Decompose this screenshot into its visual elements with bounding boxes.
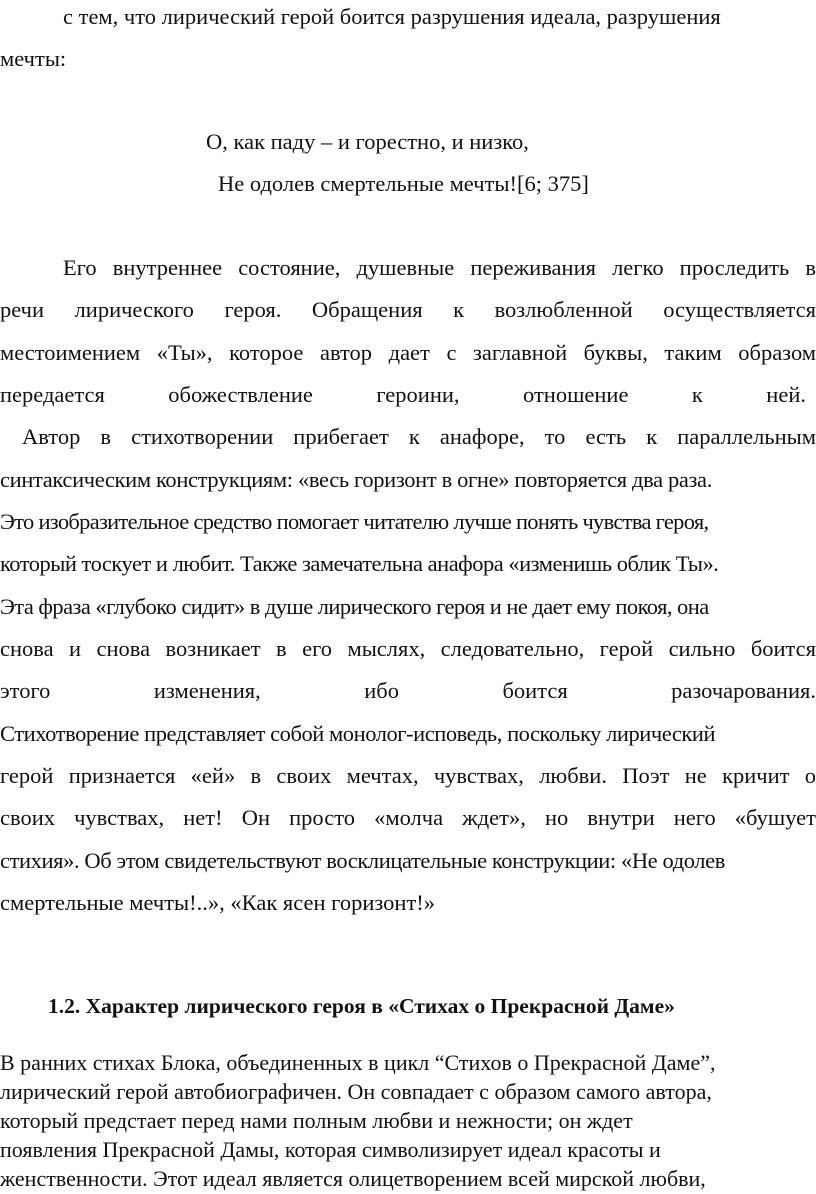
text-line: своих чувствах, нет! Он просто «молча ждет», но внутри него «бушует xyxy=(0,805,816,830)
section-heading: 1.2. Характер лирического героя в «Стихах о Прекрасной Даме» xyxy=(48,994,675,1018)
text-line: этого изменения, ибо боится разочарования. xyxy=(0,678,816,703)
text-line: стихия». Об этом свидетельствуют восклицательные конструкции: «Не одолев xyxy=(0,848,725,873)
text-line: синтаксическим конструкциям: «весь горизонт в огне» повторяется два раза. xyxy=(0,467,712,492)
text-line: Это изобразительное средство помогает читателю лучше понять чувства героя, xyxy=(0,509,709,534)
text-line: местоимением «Ты», которое автор дает с заглавной буквы, таким образом xyxy=(0,340,816,365)
text-line: мечты: xyxy=(0,46,67,71)
text-line: передается обожествление героини, отношение к ней. xyxy=(0,382,806,407)
text-line: речи лирического героя. Обращения к возлюбленной осуществляется xyxy=(0,297,816,322)
text-line: смертельные мечты!..», «Как ясен горизонт!» xyxy=(0,890,436,915)
text-line: который тоскует и любит. Также замечательна анафора «изменишь облик Ты». xyxy=(0,551,719,576)
text-line: который предстает перед нами полным любви и нежности; он ждет xyxy=(0,1108,633,1133)
poem-line: Не одолев смертельные мечты![6; 375] xyxy=(218,171,589,196)
text-line: лирический герой автобиографичен. Он совпадает с образом самого автора, xyxy=(0,1079,712,1104)
text-line: с тем, что лирический герой боится разрушения идеала, разрушения xyxy=(63,4,721,29)
text-line: женственности. Этот идеал является олицетворением всей мирской любви, xyxy=(0,1166,706,1191)
text-line: снова и снова возникает в его мыслях, следовательно, герой сильно боится xyxy=(0,636,816,661)
text-line: В ранних стихах Блока, объединенных в цикл “Стихов о Прекрасной Даме”, xyxy=(0,1050,716,1075)
poem-line: О, как паду – и горестно, и низко, xyxy=(206,129,529,154)
text-line: Стихотворение представляет собой монолог-исповедь, поскольку лирический xyxy=(0,721,716,746)
text-line: герой признается «ей» в своих мечтах, чувствах, любви. Поэт не кричит о xyxy=(0,763,816,788)
text-line: появления Прекрасной Дамы, которая символизирует идеал красоты и xyxy=(0,1137,661,1162)
text-line: Эта фраза «глубоко сидит» в душе лирического героя и не дает ему покоя, она xyxy=(0,594,709,619)
text-line: Автор в стихотворении прибегает к анафоре, то есть к параллельным xyxy=(22,424,816,449)
text-line: Его внутреннее состояние, душевные переживания легко проследить в xyxy=(63,255,816,280)
